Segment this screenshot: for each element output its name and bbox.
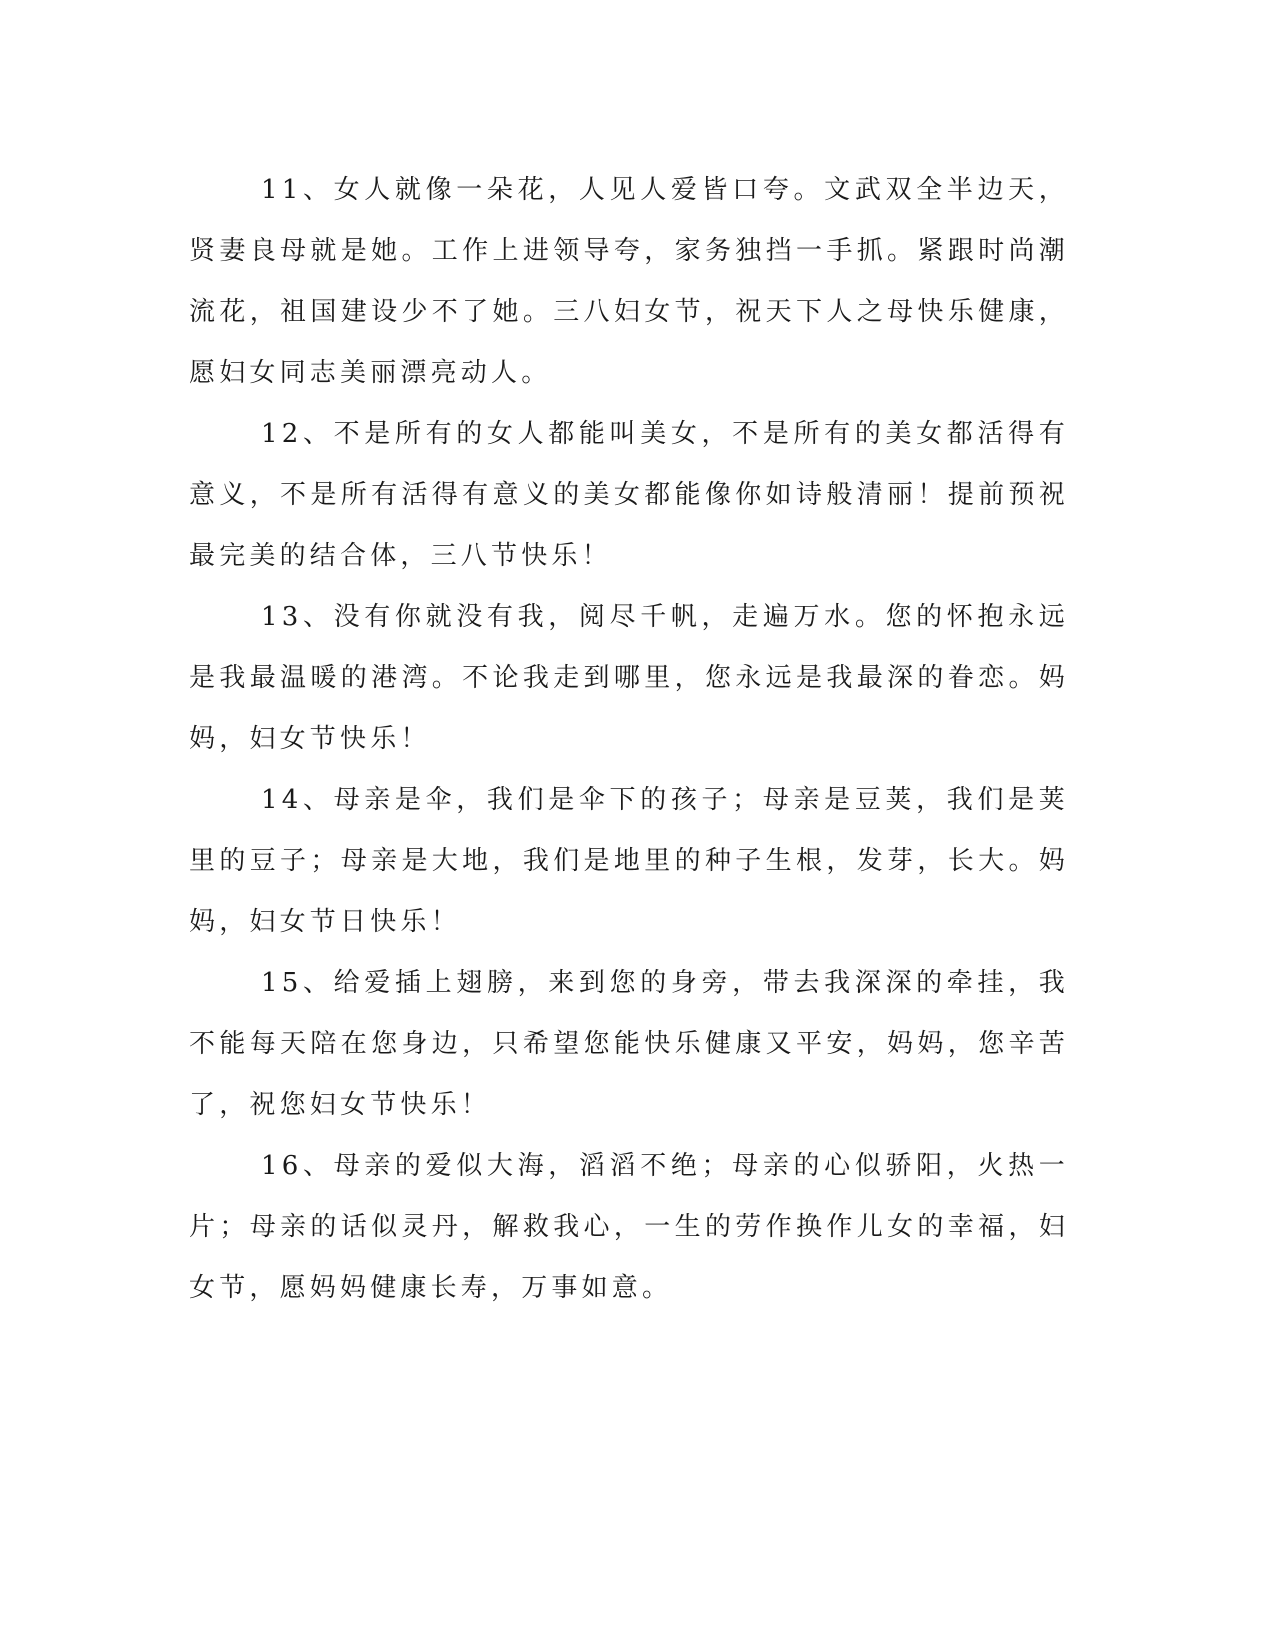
document-body [189,160,1069,1319]
paragraph-11: 11、女人就像一朵花，人见人爱皆口夸。文武双全半边天，贤妻良母就是她。工作上进领导夸，家务独挡一手抓。紧跟时尚潮流花，祖国建设少不了她。三八妇女节，祝天下人之母快乐健康，愿妇女同志美丽漂亮动人。 [189,175,1069,388]
paragraph-12: 12、不是所有的女人都能叫美女，不是所有的美女都活得有意义，不是所有活得有意义的美女都能像你如诗般清丽！提前预祝最完美的结合体，三八节快乐！ [189,419,1069,571]
paragraph-15: 15、给爱插上翅膀，来到您的身旁，带去我深深的牵挂，我不能每天陪在您身边，只希望您能快乐健康又平安，妈妈，您辛苦了，祝您妇女节快乐！ [189,968,1069,1120]
paragraph-14: 14、母亲是伞，我们是伞下的孩子；母亲是豆荚，我们是荚里的豆子；母亲是大地，我们是地里的种子生根，发芽，长大。妈妈，妇女节日快乐！ [189,785,1069,937]
paragraph-16: 16、母亲的爱似大海，滔滔不绝；母亲的心似骄阳，火热一片；母亲的话似灵丹，解救我心，一生的劳作换作儿女的幸福，妇女节，愿妈妈健康长寿，万事如意。 [189,1151,1069,1303]
paragraph-13: 13、没有你就没有我，阅尽千帆，走遍万水。您的怀抱永远是我最温暖的港湾。不论我走到哪里，您永远是我最深的眷恋。妈妈，妇女节快乐！ [189,602,1069,754]
